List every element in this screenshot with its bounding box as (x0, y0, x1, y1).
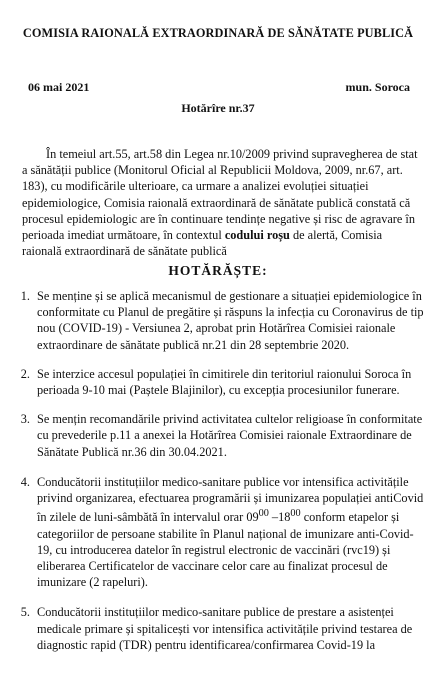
list-item (4, 366, 424, 398)
item-number: 4. (20, 474, 30, 489)
time-start-hour: 09 (246, 510, 259, 525)
list-item (4, 474, 424, 591)
item-text-part-a: Conducătorii instituțiilor medico-sanitare publice vor intensifica activitățile privind organizarea, efectuarea programării și imunizarea populației antiCovid în zilele de luni-sâmbătă în intervalul orar (37, 474, 424, 525)
list-item (4, 604, 424, 653)
decides-heading: HOTĂRĂȘTE: (168, 263, 268, 278)
decision-number: Hotărîre nr.37 (181, 101, 255, 115)
commission-title: COMISIA RAIONALĂ EXTRAORDINARĂ DE SĂNĂTATE PUBLICĂ (22, 26, 414, 40)
preamble-bold-code: codului roșu (224, 228, 290, 243)
item-number: 3. (20, 412, 30, 427)
decision-date: 06 mai 2021 (28, 80, 90, 94)
item-number: 2. (20, 366, 30, 381)
item-number: 1. (20, 289, 30, 303)
time-start-minutes: 00 (258, 508, 269, 520)
decision-place: mun. Soroca (345, 80, 410, 94)
item-text-part-b: conform etapelor și categoriilor de persoane stabilite în Planul național de imunizare anti-Covid-19, cu introducerea datelor în registrul electronic de vaccinări (rvc19) și eliberarea Certificatelor de vaccinare celor care au finalizat procesul de imunizare (2 rapeluri). (37, 510, 414, 590)
item-number: 5. (20, 605, 30, 620)
list-item (4, 288, 424, 353)
preamble-text-2: de alertă, Comisia raională extraordinară de sănătate publică (22, 228, 383, 259)
preamble-paragraph (22, 146, 424, 259)
item-text: Se interzice accesul populației în cimitirele din teritoriul raionului Soroca în perioada 9-10 mai (Paștele Blajinilor), cu excepția procesiunilor funerare. (37, 366, 412, 398)
item-text: Se mențin recomandările privind activitatea cultelor religioase în conformitate cu prevederile p.11 a anexei la Hotărîrea Comisiei raionale Extraordinare de Sănătate Publică nr.36 din 30.04.2021. (37, 412, 423, 459)
time-dash: – (268, 510, 279, 525)
item-text: Conducătorii instituțiilor medico-sanitare publice de prestare a asistenței medicale primare și spitalicești vor intensifica activitățile privind testarea de diagnostic rapid (TDR) pentru identificarea/confirmarea Covid-19 la (37, 605, 413, 652)
time-end-hour: 18 (278, 510, 291, 525)
decision-items-list (4, 288, 424, 653)
list-item (4, 411, 424, 460)
preamble-text-1: În temeiul art.55, art.58 din Legea nr.10/2009 privind supravegherea de stat a sănătății publice (Monitorul Oficial al Republicii Moldova, 2009, nr.67, art. 183), cu modificările ulterioare, ca urmare a analizei evoluției situației epidemiologice, Comisia raională extraordinară de sănătate publică constată că procesul epidemiologic are în continuare tendințe negative și risc de agravare în perioada imediat următoare, în contextul (22, 147, 418, 243)
item-text: Se menține și se aplică mecanismul de gestionare a situației epidemiologice în conformitate cu Planul de pregătire și răspuns la infecția cu Coronavirus de tip nou (COVID-19) - Versiunea 2, aprobat prin Hotărîrea Comisiei raionale extraordinare de sănătate publică nr.21 din 28 septembrie 2020. (37, 289, 424, 352)
time-end-minutes: 00 (290, 508, 301, 520)
item-text (37, 474, 424, 591)
